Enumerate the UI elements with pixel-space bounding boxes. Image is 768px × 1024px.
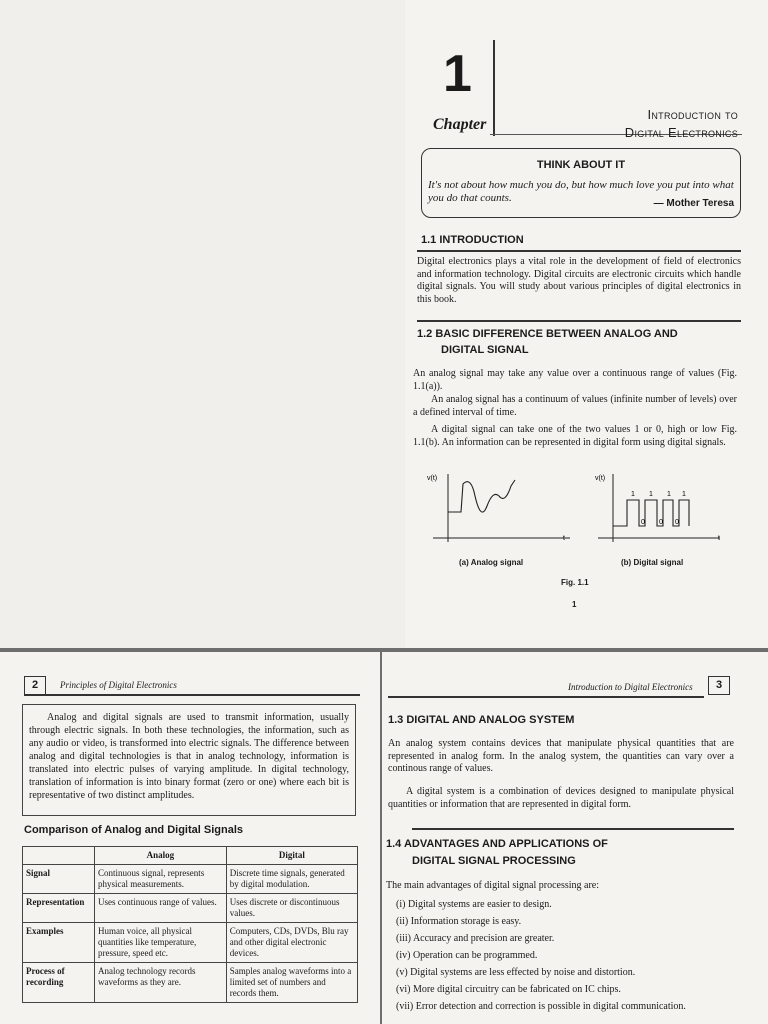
table-row-label: Signal — [23, 865, 95, 894]
intro-box-text: Analog and digital signals are used to transmit information, usually through electric signals. In both these technologies, the information, such as any audio or video, is transformed into electric signals. The difference between analog and digital technologies is that in analog technology, information is translated into electric pulses of varying amplitude. In digital technology, translation of information is into binary format (zero or one) where each bit is representative of two distinct amplitudes. — [29, 712, 349, 801]
section-1-3-title: 1.3 DIGITAL AND ANALOG SYSTEM — [388, 714, 575, 726]
section-1-4-title-line1: 1.4 ADVANTAGES AND APPLICATIONS OF — [386, 838, 608, 850]
section-1-4-title-line2: DIGITAL SIGNAL PROCESSING — [412, 855, 576, 867]
analog-axis-x-label: t — [563, 535, 565, 542]
intro-box — [22, 704, 356, 816]
running-head: Principles of Digital Electronics — [60, 680, 177, 690]
bit-label: 0 — [641, 519, 645, 526]
bit-label: 1 — [667, 491, 671, 498]
table-cell: Continuous signal, represents physical measurements. — [95, 865, 227, 894]
section-1-1-title: 1.1 INTRODUCTION — [421, 234, 524, 246]
analog-waveform — [448, 480, 515, 512]
chapter-title — [625, 106, 738, 142]
table-cell: Samples analog waveforms into a limited set of numbers and records them. — [226, 963, 357, 1003]
chapter-word: Chapter — [433, 116, 487, 133]
page-number: 3 — [708, 676, 730, 695]
advantage-item: (i) Digital systems are easier to design. — [396, 899, 552, 910]
section-rule — [412, 828, 734, 830]
think-author: — Mother Teresa — [653, 198, 734, 209]
running-head: Introduction to Digital Electronics — [568, 682, 693, 692]
table-cell: Uses discrete or discontinuous values. — [226, 894, 357, 923]
advantage-item: (ii) Information storage is easy. — [396, 916, 522, 927]
bit-label: 1 — [631, 491, 635, 498]
table-header-cell: Analog — [95, 847, 227, 865]
blank-page — [0, 0, 405, 648]
page-number: 1 — [572, 600, 577, 609]
section-1-2-para-2: An analog signal has a continuum of values (infinite number of levels) over a defined interval of time. — [413, 394, 737, 418]
table-row — [23, 894, 358, 923]
analog-axis-y-label: v(t) — [427, 475, 438, 482]
advantage-item: (vii) Error detection and correction is possible in digital communication. — [396, 1001, 686, 1012]
section-1-1-body: Digital electronics plays a vital role in the development of field of electronics and information technology. Digital circuits are electronic circuits which handle digital signals. You will study about various principles of digital electronics in this book. — [417, 256, 741, 305]
section-rule — [417, 320, 741, 322]
table-title: Comparison of Analog and Digital Signals — [24, 824, 243, 836]
table-header-row — [23, 847, 358, 865]
table-row — [23, 923, 358, 963]
advantage-item: (iii) Accuracy and precision are greater. — [396, 933, 555, 944]
page-2 — [0, 652, 380, 1024]
advantage-item: (v) Digital systems are less effected by noise and distortion. — [396, 967, 636, 978]
header-rule — [388, 696, 704, 698]
digital-axis-y-label: v(t) — [595, 475, 606, 482]
section-1-2-para-1: An analog signal may take any value over a continuous range of values (Fig. 1.1(a)). — [413, 368, 737, 392]
table-cell: Analog technology records waveforms as they are. — [95, 963, 227, 1003]
advantage-item: (iv) Operation can be programmed. — [396, 950, 538, 961]
figure-label: Fig. 1.1 — [561, 578, 589, 587]
section-1-2-title-line1: 1.2 BASIC DIFFERENCE BETWEEN ANALOG AND — [417, 328, 678, 340]
bit-label: 0 — [675, 519, 679, 526]
advantage-item: (vi) More digital circuitry can be fabricated on IC chips. — [396, 984, 621, 995]
header-rule — [24, 694, 360, 696]
page-number: 2 — [24, 676, 46, 695]
table-row-label: Representation — [23, 894, 95, 923]
chapter-title-line1: Introduction to — [647, 107, 738, 122]
table-row — [23, 963, 358, 1003]
section-rule — [417, 250, 741, 252]
page-3 — [382, 652, 768, 1024]
section-1-2-title-line2: DIGITAL SIGNAL — [441, 344, 529, 356]
table-row — [23, 865, 358, 894]
table-header-cell: Digital — [226, 847, 357, 865]
bit-label: 1 — [682, 491, 686, 498]
bit-label: 0 — [659, 519, 663, 526]
think-heading: THINK ABOUT IT — [536, 159, 626, 171]
section-1-3-para-1: An analog system contains devices that manipulate physical quantities that are represented in analog form. In the analog system, the quantities can vary over a continous range of values. — [388, 738, 734, 774]
table-cell: Human voice, all physical quantities like temperature, pressure, speed etc. — [95, 923, 227, 963]
table-row-label: Examples — [23, 923, 95, 963]
figure-caption-b: (b) Digital signal — [621, 558, 684, 567]
chapter-title-line2: Digital Electronics — [624, 125, 738, 140]
chapter-divider — [493, 40, 495, 136]
figure-caption-a: (a) Analog signal — [459, 558, 524, 567]
comparison-table — [22, 846, 358, 1003]
table-row-label: Process of recording — [23, 963, 95, 1003]
think-about-it-box — [421, 148, 741, 218]
table-cell: Discrete time signals, generated by digital modulation. — [226, 865, 357, 894]
digital-axis-x-label: t — [718, 535, 720, 542]
page-1 — [405, 0, 768, 648]
bit-label: 1 — [649, 491, 653, 498]
think-quote: It's not about how much you do, but how much love you put into what you do that counts. — [428, 179, 734, 204]
table-cell: Uses continuous range of values. — [95, 894, 227, 923]
chapter-number: 1 — [443, 45, 472, 103]
section-1-3-para-2: A digital system is a combination of devices designed to manipulate physical quantities or information that are represented in digital form. — [388, 786, 734, 810]
table-header-cell — [23, 847, 95, 865]
section-1-2-para-3: A digital signal can take one of the two values 1 or 0, high or low Fig. 1.1(b). An information can be represented in digital form using digital signals. — [413, 424, 737, 448]
section-1-4-intro: The main advantages of digital signal processing are: — [386, 880, 599, 891]
table-cell: Computers, CDs, DVDs, Blu ray and other digital electronic devices. — [226, 923, 357, 963]
advantages-list — [396, 896, 736, 1015]
